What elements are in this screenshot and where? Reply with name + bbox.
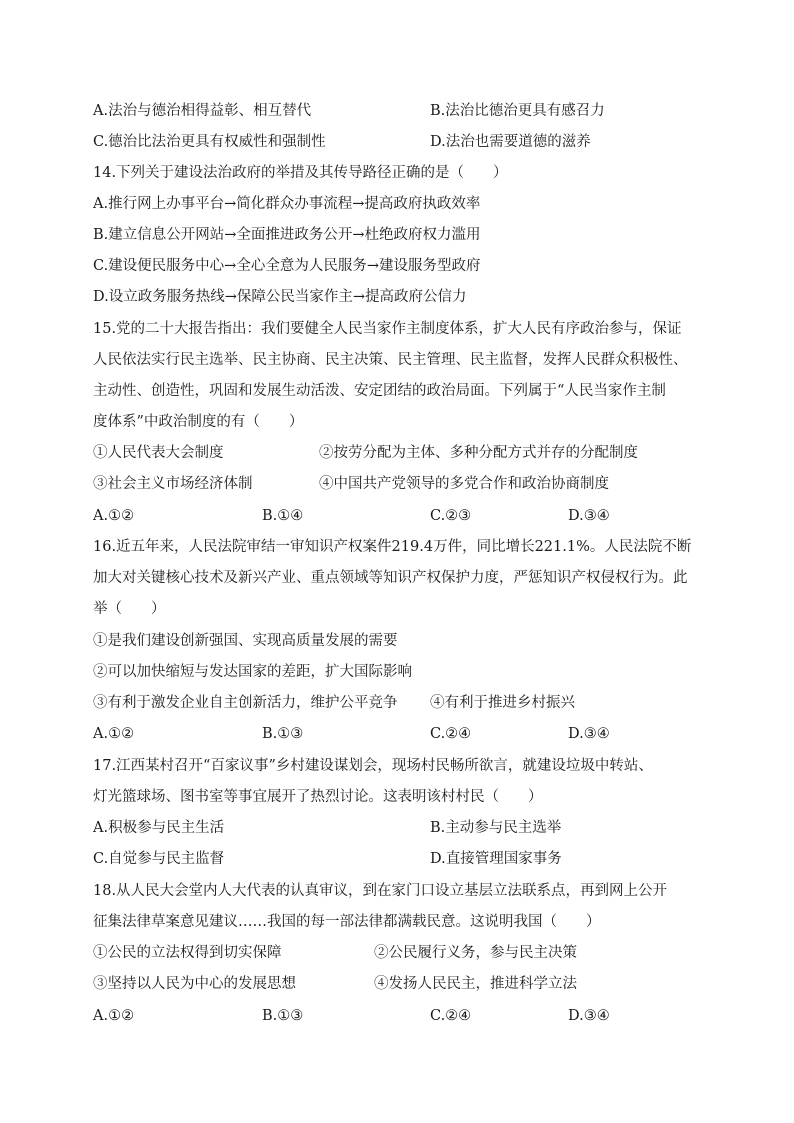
q17-stem-line-1: 17.江西某村召开“百家议事”乡村建设谋划会，现场村民畅所欲言，就建设垃圾中转站、 xyxy=(93,758,653,774)
q14-option-b: B.建立信息公开网站→全面推进政务公开→杜绝政府权力滥用 xyxy=(93,227,481,243)
q16-option-c: C.②④ xyxy=(430,726,472,742)
q18-option-a: A.①② xyxy=(93,1008,135,1024)
q17-stem-line-2: 灯光篮球场、图书室等事宜展开了热烈讨论。这表明该村村民（ ） xyxy=(93,789,543,805)
q15-stem-line-2: 人民依法实行民主选举、民主协商、民主决策、民主管理、民主监督，发挥人民群众积极性、 xyxy=(93,352,688,368)
q17-option-d: D.直接管理国家事务 xyxy=(430,851,562,867)
q13-option-d: D.法治也需要道德的滋养 xyxy=(430,134,591,150)
q15-option-b: B.①④ xyxy=(262,508,304,524)
q15-stem-line-4: 度体系”中政治制度的有（ ） xyxy=(93,414,304,430)
q16-item-4: ④有利于推进乡村振兴 xyxy=(430,695,575,711)
q18-item-1: ①公民的立法权得到切实保障 xyxy=(93,945,282,961)
q16-option-d: D.③④ xyxy=(568,726,610,742)
q14-option-d: D.设立政务服务热线→保障公民当家作主→提高政府公信力 xyxy=(93,289,467,305)
q16-stem-line-3: 举（ ） xyxy=(93,601,166,617)
q13-option-b: B.法治比德治更具有感召力 xyxy=(430,103,605,119)
q18-item-2: ②公民履行义务，参与民主决策 xyxy=(374,945,577,961)
q13-option-a: A.法治与德治相得益彰、相互替代 xyxy=(93,103,312,119)
q16-item-3: ③有利于激发企业自主创新活力，维护公平竞争 xyxy=(93,695,398,711)
q17-option-c: C.自觉参与民主监督 xyxy=(93,851,225,867)
q16-stem-line-2: 加大对关键核心技术及新兴产业、重点领域等知识产权保护力度，严惩知识产权侵权行为。此 xyxy=(93,570,688,586)
q15-option-d: D.③④ xyxy=(568,508,610,524)
q15-item-3: ③社会主义市场经济体制 xyxy=(93,476,253,492)
q16-item-1: ①是我们建设创新强国、实现高质量发展的需要 xyxy=(93,633,398,649)
q18-item-3: ③坚持以人民为中心的发展思想 xyxy=(93,976,296,992)
q13-option-c: C.德治比法治更具有权威性和强制性 xyxy=(93,134,326,150)
q18-stem-line-2: 征集法律草案意见建议……我国的每一部法律都满载民意。这说明我国（ ） xyxy=(93,914,601,930)
q14-option-a: A.推行网上办事平台→简化群众办事流程→提高政府执政效率 xyxy=(93,196,481,212)
q16-option-a: A.①② xyxy=(93,726,135,742)
q15-stem-line-3: 主动性、创造性，巩固和发展生动活泼、安定团结的政治局面。下列属于“人民当家作主制 xyxy=(93,383,666,399)
q18-stem-line-1: 18.从人民大会堂内人大代表的认真审议，到在家门口设立基层立法联系点，再到网上公开 xyxy=(93,883,668,899)
q18-option-c: C.②④ xyxy=(430,1008,472,1024)
q17-option-b: B.主动参与民主选举 xyxy=(430,820,562,836)
q18-option-b: B.①③ xyxy=(262,1008,304,1024)
q16-option-b: B.①③ xyxy=(262,726,304,742)
q15-stem-line-1: 15.党的二十大报告指出：我们要健全人民当家作主制度体系，扩大人民有序政治参与，保证 xyxy=(93,321,682,337)
q16-item-2: ②可以加快缩短与发达国家的差距，扩大国际影响 xyxy=(93,664,412,680)
q18-option-d: D.③④ xyxy=(568,1008,610,1024)
q15-item-1: ①人民代表大会制度 xyxy=(93,445,224,461)
q15-option-a: A.①② xyxy=(93,508,135,524)
q14-option-c: C.建设便民服务中心→全心全意为人民服务→建设服务型政府 xyxy=(93,258,481,274)
q16-stem-line-1: 16.近五年来，人民法院审结一审知识产权案件219.4万件，同比增长221.1%。人民法院不断 xyxy=(93,539,692,555)
q15-item-4: ④中国共产党领导的多党合作和政治协商制度 xyxy=(319,476,609,492)
q17-option-a: A.积极参与民主生活 xyxy=(93,820,225,836)
q15-option-c: C.②③ xyxy=(430,508,472,524)
q15-item-2: ②按劳分配为主体、多种分配方式并存的分配制度 xyxy=(319,445,638,461)
q18-item-4: ④发扬人民民主，推进科学立法 xyxy=(374,976,577,992)
q14-stem: 14.下列关于建设法治政府的举措及其传导路径正确的是（ ） xyxy=(93,165,508,181)
